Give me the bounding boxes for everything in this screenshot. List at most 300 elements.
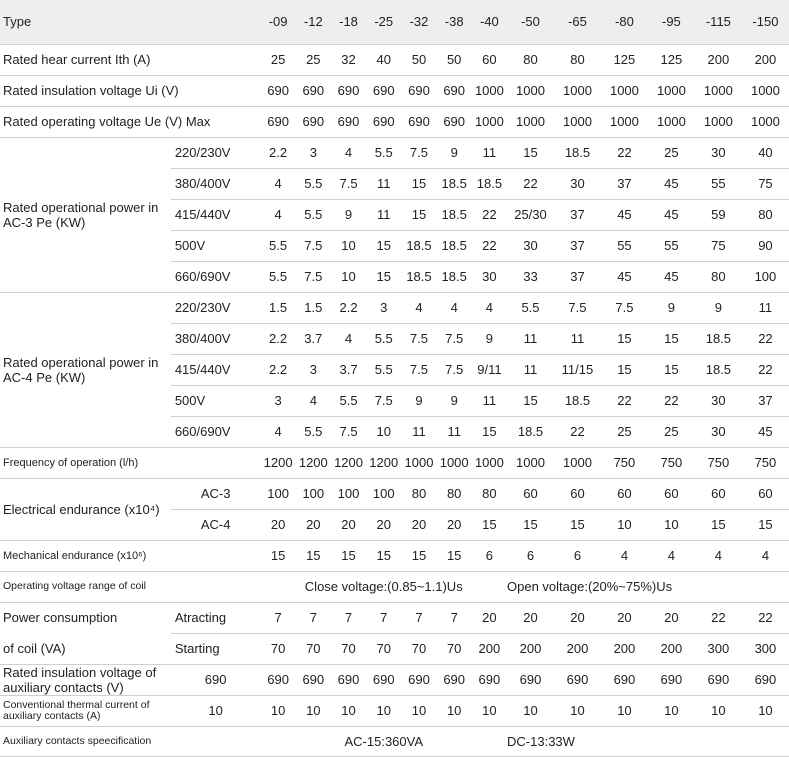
category-label: AC-4 [171, 509, 261, 540]
value-cell: 50 [437, 44, 472, 75]
model-header: -25 [366, 0, 401, 44]
value-cell: 3.7 [331, 354, 366, 385]
value-cell: 80 [554, 44, 601, 75]
rated-insulation-voltage-row [0, 75, 789, 106]
value-cell: 45 [648, 261, 695, 292]
value-cell: 15 [648, 354, 695, 385]
value-cell: 10 [437, 695, 472, 726]
value-cell: 1200 [296, 447, 331, 478]
value-cell: 22 [601, 385, 648, 416]
value-cell: 50 [401, 44, 436, 75]
value-cell: 37 [742, 385, 789, 416]
open-voltage-text: Open voltage:(20%~75%)Us [507, 571, 789, 602]
value-cell: 1000 [648, 75, 695, 106]
value-cell: 6 [472, 540, 507, 571]
value-cell: 60 [742, 478, 789, 509]
value-cell: 30 [695, 416, 742, 447]
model-header: -32 [401, 0, 436, 44]
value-cell: 37 [601, 168, 648, 199]
value-cell: 1000 [507, 75, 554, 106]
value-cell: 1000 [554, 75, 601, 106]
value-cell: 10 [331, 695, 366, 726]
value-cell: 200 [742, 44, 789, 75]
model-header: -95 [648, 0, 695, 44]
model-header: -50 [507, 0, 554, 44]
model-header: -115 [695, 0, 742, 44]
value-cell: 11 [401, 416, 436, 447]
state-label: Atracting [171, 602, 261, 633]
value-cell: 60 [695, 478, 742, 509]
value-cell: 15 [260, 540, 295, 571]
value-cell: 100 [366, 478, 401, 509]
value-cell: 690 [742, 664, 789, 695]
value-cell: 690 [366, 106, 401, 137]
value-cell: 11 [366, 199, 401, 230]
value-cell: 4 [296, 385, 331, 416]
value-cell: 4 [260, 168, 295, 199]
value-cell: 690 [260, 106, 295, 137]
value-cell: 15 [601, 354, 648, 385]
value-cell: 5.5 [296, 168, 331, 199]
value-cell: 25 [648, 137, 695, 168]
value-cell: 3 [296, 354, 331, 385]
value-cell: 1000 [472, 447, 507, 478]
value-cell: 20 [401, 509, 436, 540]
value-cell: 15 [296, 540, 331, 571]
value-cell: 15 [366, 261, 401, 292]
value-cell: 25 [648, 416, 695, 447]
value-cell: 1000 [437, 447, 472, 478]
value-cell: 200 [554, 633, 601, 664]
value-cell: 4 [401, 292, 436, 323]
row-label: Rated insulation voltage Ui (V) [0, 75, 260, 106]
row-label: Mechanical endurance (x10⁶) [0, 540, 260, 571]
value-cell: 60 [601, 478, 648, 509]
value-cell: 7.5 [437, 323, 472, 354]
value-cell: 7 [437, 602, 472, 633]
value-cell: 22 [601, 137, 648, 168]
value-cell: 200 [507, 633, 554, 664]
value-cell: 9 [331, 199, 366, 230]
value-cell: 1200 [331, 447, 366, 478]
value-cell: 4 [260, 416, 295, 447]
value-cell: 690 [437, 75, 472, 106]
value-cell: 690 [296, 664, 331, 695]
value-cell: 100 [742, 261, 789, 292]
dc-spec-text: DC-13:33W [507, 726, 789, 756]
sub-value: 10 [171, 695, 261, 726]
value-cell: 15 [601, 323, 648, 354]
row-label: Auxiliary contacts speecification [0, 726, 260, 756]
model-header: -12 [296, 0, 331, 44]
voltage-label: 415/440V [171, 354, 261, 385]
state-label: Starting [171, 633, 261, 664]
value-cell: 750 [648, 447, 695, 478]
value-cell: 9 [401, 385, 436, 416]
value-cell: 7.5 [437, 354, 472, 385]
value-cell: 750 [742, 447, 789, 478]
value-cell: 10 [366, 416, 401, 447]
value-cell: 690 [601, 664, 648, 695]
value-cell: 11/15 [554, 354, 601, 385]
value-cell: 1000 [742, 75, 789, 106]
frequency-row [0, 447, 789, 478]
value-cell: 37 [554, 261, 601, 292]
value-cell: 200 [648, 633, 695, 664]
value-cell: 22 [648, 385, 695, 416]
value-cell: 75 [695, 230, 742, 261]
value-cell: 1000 [742, 106, 789, 137]
value-cell: 11 [437, 416, 472, 447]
value-cell: 15 [401, 540, 436, 571]
aux-thermal-row [0, 695, 789, 726]
value-cell: 7.5 [554, 292, 601, 323]
value-cell: 22 [742, 354, 789, 385]
value-cell: 70 [296, 633, 331, 664]
value-cell: 18.5 [695, 354, 742, 385]
value-cell: 750 [601, 447, 648, 478]
model-header: -80 [601, 0, 648, 44]
value-cell: 100 [260, 478, 295, 509]
value-cell: 20 [601, 602, 648, 633]
value-cell: 15 [472, 509, 507, 540]
value-cell: 15 [742, 509, 789, 540]
value-cell: 15 [437, 540, 472, 571]
value-cell: 15 [648, 323, 695, 354]
value-cell: 40 [742, 137, 789, 168]
value-cell: 690 [366, 75, 401, 106]
value-cell: 18.5 [401, 230, 436, 261]
value-cell: 1000 [695, 106, 742, 137]
value-cell: 7.5 [401, 137, 436, 168]
value-cell: 7.5 [401, 323, 436, 354]
value-cell: 750 [695, 447, 742, 478]
value-cell: 37 [554, 230, 601, 261]
value-cell: 7.5 [331, 168, 366, 199]
voltage-label: 660/690V [171, 416, 261, 447]
value-cell: 55 [648, 230, 695, 261]
value-cell: 70 [260, 633, 295, 664]
value-cell: 20 [331, 509, 366, 540]
value-cell: 5.5 [507, 292, 554, 323]
value-cell: 9 [472, 323, 507, 354]
value-cell: 3 [296, 137, 331, 168]
value-cell: 1000 [554, 106, 601, 137]
value-cell: 55 [601, 230, 648, 261]
value-cell: 5.5 [366, 354, 401, 385]
value-cell: 25 [260, 44, 295, 75]
value-cell: 1000 [507, 106, 554, 137]
value-cell: 690 [648, 664, 695, 695]
value-cell: 15 [331, 540, 366, 571]
value-cell: 690 [296, 106, 331, 137]
coil-power-label [0, 633, 171, 664]
value-cell: 690 [507, 664, 554, 695]
value-cell: 690 [437, 106, 472, 137]
value-cell: 37 [554, 199, 601, 230]
model-header: -38 [437, 0, 472, 44]
aux-spec-row [0, 726, 789, 756]
value-cell: 690 [260, 664, 295, 695]
value-cell: 30 [472, 261, 507, 292]
value-cell: 300 [742, 633, 789, 664]
value-cell: 7.5 [296, 230, 331, 261]
ac3-power-row [0, 137, 789, 168]
voltage-label: 500V [171, 385, 261, 416]
model-header: -150 [742, 0, 789, 44]
value-cell: 33 [507, 261, 554, 292]
value-cell: 690 [331, 106, 366, 137]
value-cell: 7.5 [601, 292, 648, 323]
value-cell: 690 [695, 664, 742, 695]
value-cell: 10 [695, 695, 742, 726]
value-cell: 9 [695, 292, 742, 323]
value-cell: 2.2 [260, 354, 295, 385]
value-cell: 690 [296, 75, 331, 106]
value-cell: 690 [401, 75, 436, 106]
coil-voltage-range-row [0, 571, 789, 602]
value-cell: 10 [331, 261, 366, 292]
value-cell: 25/30 [507, 199, 554, 230]
coil-power-row [0, 633, 789, 664]
value-cell: 100 [331, 478, 366, 509]
value-cell: 7 [296, 602, 331, 633]
value-cell: 30 [695, 385, 742, 416]
value-cell: 7 [366, 602, 401, 633]
value-cell: 45 [601, 261, 648, 292]
value-cell: 22 [695, 602, 742, 633]
coil-power-row [0, 602, 789, 633]
row-label: Conventional thermal current of auxiliary contacts (A) [0, 695, 171, 726]
value-cell: 60 [472, 44, 507, 75]
value-cell: 59 [695, 199, 742, 230]
value-cell: 20 [260, 509, 295, 540]
value-cell: 75 [742, 168, 789, 199]
value-cell: 60 [507, 478, 554, 509]
value-cell: 5.5 [260, 230, 295, 261]
value-cell: 18.5 [437, 261, 472, 292]
header-row [0, 0, 789, 44]
value-cell: 20 [648, 602, 695, 633]
model-header: -09 [260, 0, 295, 44]
ac4-label: Rated operational power in AC-4 Pe (KW) [0, 292, 171, 447]
value-cell: 1000 [507, 447, 554, 478]
value-cell: 10 [260, 695, 295, 726]
voltage-label: 380/400V [171, 168, 261, 199]
coil-power-label-line: of coil (VA) [3, 640, 66, 656]
row-label: Rated operating voltage Ue (V) Max [0, 106, 260, 137]
value-cell: 4 [331, 137, 366, 168]
value-cell: 10 [401, 695, 436, 726]
value-cell: 5.5 [296, 416, 331, 447]
value-cell: 200 [601, 633, 648, 664]
value-cell: 18.5 [437, 199, 472, 230]
value-cell: 15 [401, 199, 436, 230]
value-cell: 1000 [472, 106, 507, 137]
value-cell: 30 [554, 168, 601, 199]
value-cell: 80 [437, 478, 472, 509]
voltage-label: 660/690V [171, 261, 261, 292]
value-cell: 15 [507, 137, 554, 168]
value-cell: 200 [472, 633, 507, 664]
value-cell: 2.2 [260, 323, 295, 354]
mechanical-endurance-row [0, 540, 789, 571]
value-cell: 15 [472, 416, 507, 447]
value-cell: 18.5 [401, 261, 436, 292]
value-cell: 1000 [401, 447, 436, 478]
value-cell: 11 [472, 137, 507, 168]
value-cell: 32 [331, 44, 366, 75]
value-cell: 9 [437, 385, 472, 416]
value-cell: 55 [695, 168, 742, 199]
value-cell: 125 [648, 44, 695, 75]
value-cell: 690 [331, 75, 366, 106]
value-cell: 80 [401, 478, 436, 509]
value-cell: 11 [554, 323, 601, 354]
value-cell: 9 [437, 137, 472, 168]
value-cell: 4 [260, 199, 295, 230]
value-cell: 2.2 [260, 137, 295, 168]
value-cell: 1200 [366, 447, 401, 478]
value-cell: 25 [296, 44, 331, 75]
value-cell: 7.5 [401, 354, 436, 385]
value-cell: 15 [401, 168, 436, 199]
ac3-label: Rated operational power in AC-3 Pe (KW) [0, 137, 171, 292]
value-cell: 18.5 [437, 230, 472, 261]
value-cell: 5.5 [296, 199, 331, 230]
value-cell: 4 [601, 540, 648, 571]
value-cell: 18.5 [554, 385, 601, 416]
value-cell: 80 [695, 261, 742, 292]
value-cell: 22 [742, 323, 789, 354]
value-cell: 20 [554, 602, 601, 633]
value-cell: 18.5 [695, 323, 742, 354]
row-label: Frequency of operation (l/h) [0, 447, 260, 478]
value-cell: 3 [260, 385, 295, 416]
value-cell: 10 [472, 695, 507, 726]
value-cell: 22 [507, 168, 554, 199]
value-cell: 10 [507, 695, 554, 726]
value-cell: 1000 [472, 75, 507, 106]
value-cell: 1200 [260, 447, 295, 478]
value-cell: 10 [366, 695, 401, 726]
value-cell: 15 [366, 540, 401, 571]
value-cell: 690 [554, 664, 601, 695]
value-cell: 20 [507, 602, 554, 633]
voltage-label: 500V [171, 230, 261, 261]
value-cell: 22 [554, 416, 601, 447]
value-cell: 100 [296, 478, 331, 509]
value-cell: 690 [260, 75, 295, 106]
value-cell: 9 [648, 292, 695, 323]
value-cell: 3 [366, 292, 401, 323]
value-cell: 1000 [554, 447, 601, 478]
row-label: Operating voltage range of coil [0, 571, 260, 602]
value-cell: 15 [507, 385, 554, 416]
row-label: Rated hear current Ith (A) [0, 44, 260, 75]
value-cell: 45 [648, 199, 695, 230]
value-cell: 70 [401, 633, 436, 664]
value-cell: 45 [601, 199, 648, 230]
value-cell: 15 [507, 509, 554, 540]
value-cell: 1000 [648, 106, 695, 137]
electrical-endurance-label: Electrical endurance (x10⁴) [0, 478, 171, 540]
model-header: -40 [472, 0, 507, 44]
voltage-label: 220/230V [171, 137, 261, 168]
value-cell: 80 [472, 478, 507, 509]
value-cell: 200 [695, 44, 742, 75]
aux-insulation-row [0, 664, 789, 695]
value-cell: 10 [296, 695, 331, 726]
value-cell: 690 [401, 664, 436, 695]
value-cell: 30 [507, 230, 554, 261]
value-cell: 5.5 [260, 261, 295, 292]
value-cell: 1000 [601, 106, 648, 137]
value-cell: 5.5 [366, 137, 401, 168]
value-cell: 10 [331, 230, 366, 261]
value-cell: 3.7 [296, 323, 331, 354]
value-cell: 80 [742, 199, 789, 230]
value-cell: 80 [507, 44, 554, 75]
rated-heat-current-row [0, 44, 789, 75]
value-cell: 7 [331, 602, 366, 633]
value-cell: 11 [507, 354, 554, 385]
value-cell: 90 [742, 230, 789, 261]
value-cell: 10 [648, 695, 695, 726]
value-cell: 10 [554, 695, 601, 726]
value-cell: 4 [472, 292, 507, 323]
value-cell: 7.5 [366, 385, 401, 416]
value-cell: 7.5 [296, 261, 331, 292]
ac4-power-row [0, 292, 789, 323]
value-cell: 40 [366, 44, 401, 75]
value-cell: 5.5 [366, 323, 401, 354]
value-cell: 45 [742, 416, 789, 447]
model-header: -18 [331, 0, 366, 44]
value-cell: 60 [554, 478, 601, 509]
value-cell: 70 [366, 633, 401, 664]
value-cell: 4 [695, 540, 742, 571]
coil-power-label-line: Power consumption [3, 610, 118, 626]
row-label: Rated insulation voltage of auxiliary contacts (V) [0, 664, 171, 695]
value-cell: 1000 [695, 75, 742, 106]
close-voltage-text: Close voltage:(0.85~1.1)Us [260, 571, 507, 602]
value-cell: 2.2 [331, 292, 366, 323]
voltage-label: 415/440V [171, 199, 261, 230]
value-cell: 11 [366, 168, 401, 199]
voltage-label: 220/230V [171, 292, 261, 323]
value-cell: 18.5 [554, 137, 601, 168]
value-cell: 11 [472, 385, 507, 416]
sub-value: 690 [171, 664, 261, 695]
rated-operating-voltage-row [0, 106, 789, 137]
value-cell: 125 [601, 44, 648, 75]
electrical-endurance-row [0, 478, 789, 509]
value-cell: 4 [331, 323, 366, 354]
value-cell: 20 [437, 509, 472, 540]
value-cell: 18.5 [472, 168, 507, 199]
value-cell: 4 [648, 540, 695, 571]
value-cell: 690 [437, 664, 472, 695]
value-cell: 70 [437, 633, 472, 664]
value-cell: 20 [296, 509, 331, 540]
value-cell: 690 [366, 664, 401, 695]
category-label: AC-3 [171, 478, 261, 509]
value-cell: 690 [331, 664, 366, 695]
value-cell: 10 [648, 509, 695, 540]
coil-power-label [0, 602, 171, 633]
value-cell: 20 [472, 602, 507, 633]
